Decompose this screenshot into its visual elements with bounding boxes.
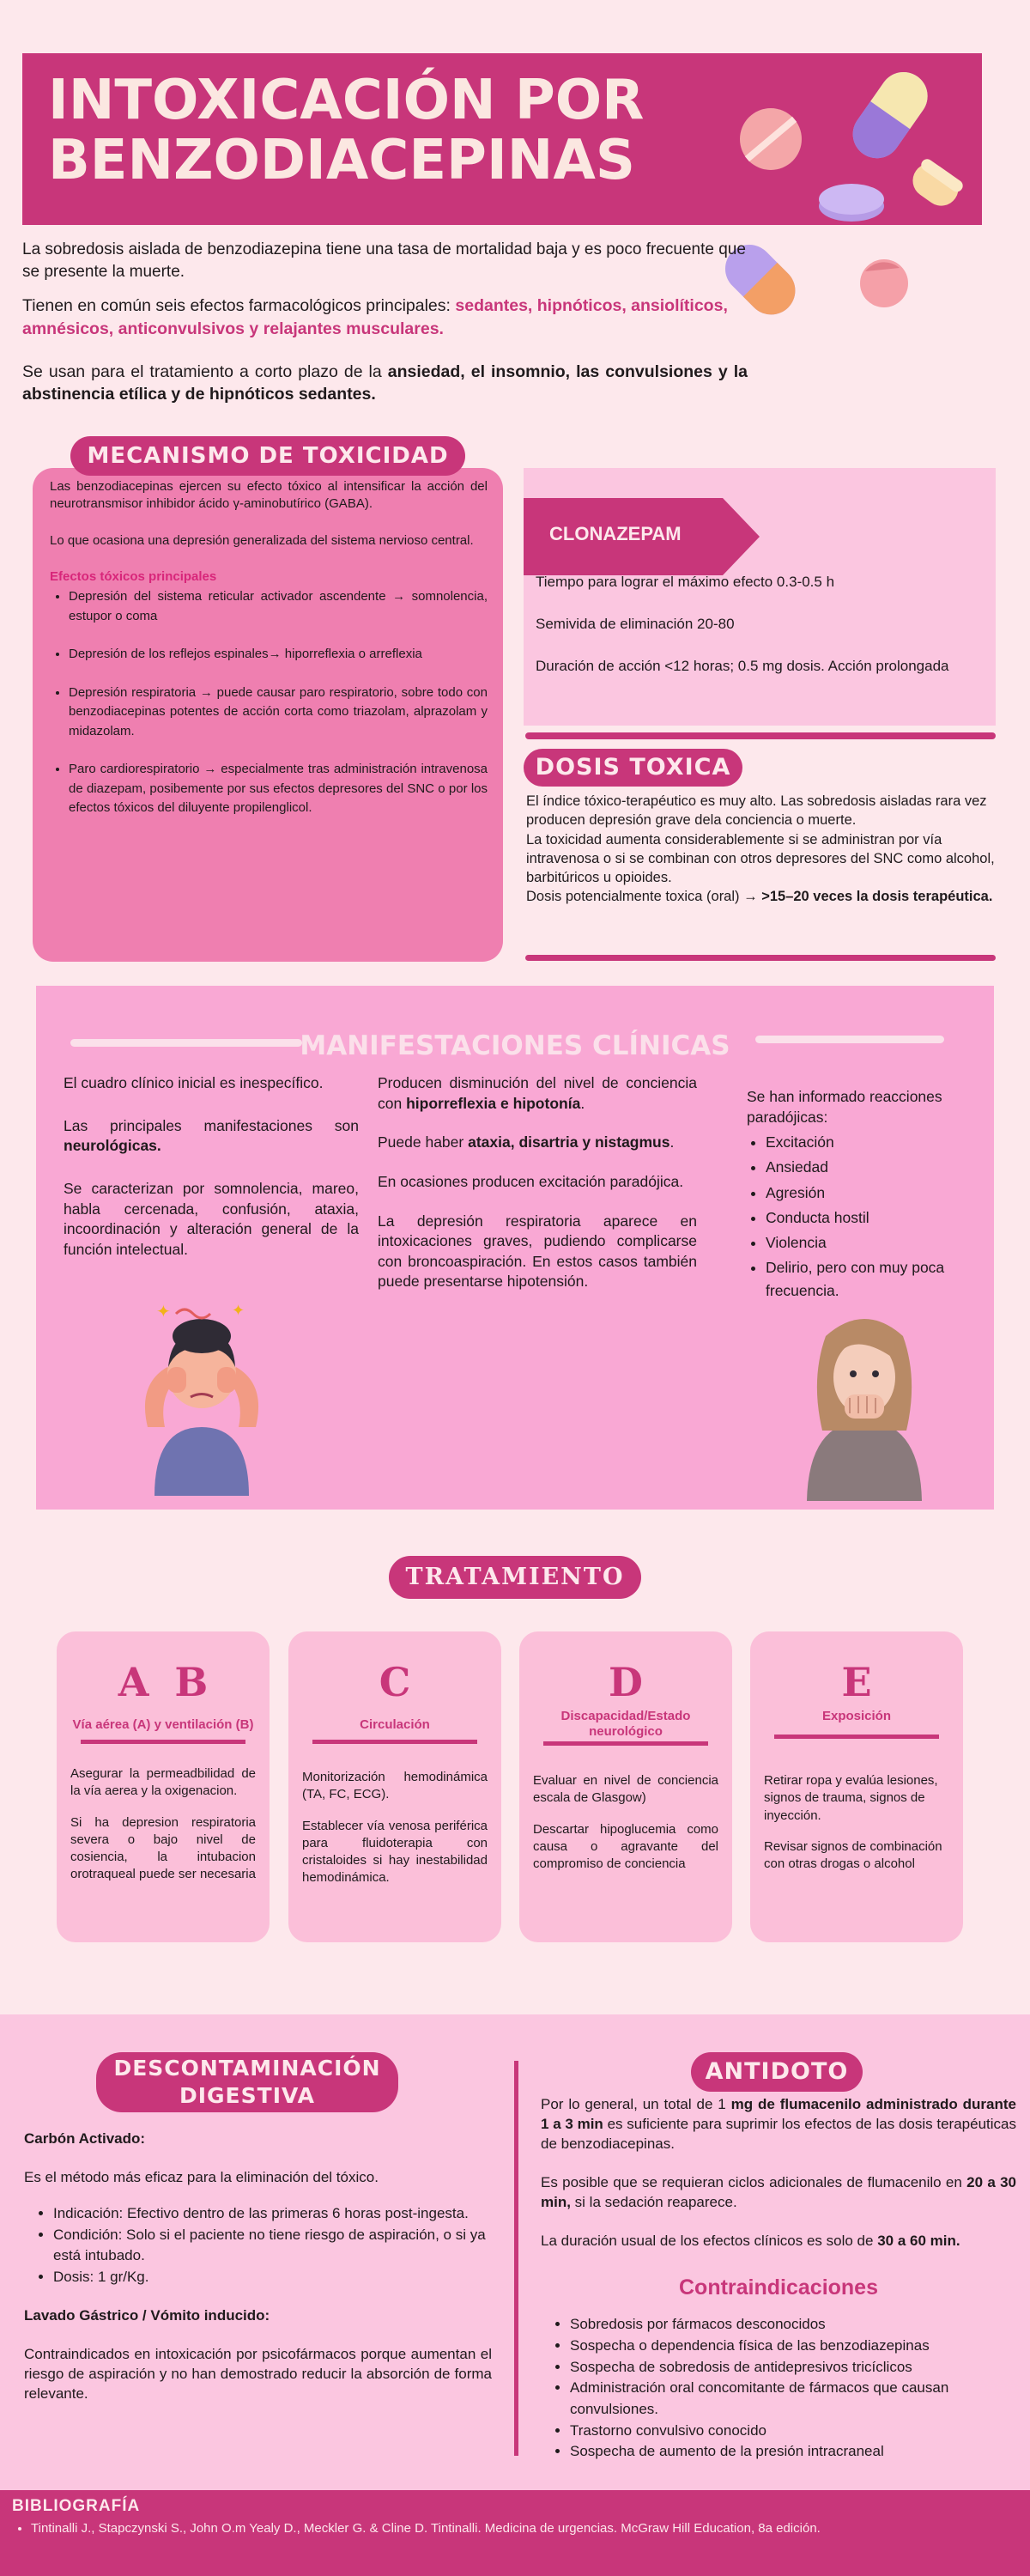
clonazepam-line: Duración de acción <12 horas; 0.5 mg dosis. Acción prolongada bbox=[536, 657, 949, 674]
card-subtitle: Vía aérea (A) y ventilación (B) bbox=[72, 1717, 254, 1732]
card-text: Revisar signos de combinación con otras drogas o alcohol bbox=[764, 1838, 942, 1871]
list-item: • Administración oral concomitante de fármacos que causan convulsiones. bbox=[570, 2378, 1016, 2420]
list-item: • Delirio, pero con muy poca frecuencia. bbox=[766, 1256, 972, 1303]
bibliografia-footer bbox=[0, 2490, 1030, 2576]
antidoto-title: ANTIDOTO bbox=[691, 2052, 863, 2092]
descontaminacion-text: Carbón Activado: Es el método más eficaz para la eliminación del tóxico. • Indicación: Efectivo dentro de las primeras 6 horas post-ingesta. • Condición: Solo si el paciente no tiene riesgo de aspiración, o si ya está intubado. • Dosis: 1 gr/Kg. Lavado Gástrico / Vómito inducido: Contraindicados en intoxicación por psicofármacos porque aumentan el riesgo de aspiración y no han demostrado reducir la absorción de forma relevante. bbox=[24, 2129, 492, 2404]
effects-title: Efectos tóxicos principales bbox=[50, 568, 217, 584]
card-text: Si ha depresion respiratoria severa o bajo nivel de cosiencia, la intubacion orotraqueal puede ser necesaria bbox=[70, 1814, 256, 1882]
list-item: • Conducta hostil bbox=[766, 1206, 972, 1230]
dosis-title: DOSIS TOXICA bbox=[524, 749, 742, 787]
round-pill-2-icon bbox=[860, 259, 908, 307]
subheading: Lavado Gástrico / Vómito inducido: bbox=[24, 2307, 270, 2324]
list-item: • Ansiedad bbox=[766, 1156, 972, 1179]
divider bbox=[81, 1740, 245, 1744]
list-item: • Dosis: 1 gr/Kg. bbox=[53, 2267, 492, 2288]
card-text: Asegurar la permeadbilidad de la vía aerea y la oxigenacion. bbox=[70, 1766, 256, 1799]
svg-text:✦: ✦ bbox=[232, 1302, 245, 1319]
descontaminacion-title: DESCONTAMINACIÓN DIGESTIVA bbox=[96, 2052, 398, 2112]
subheading: Carbón Activado: bbox=[24, 2130, 146, 2147]
clonazepam-panel bbox=[524, 468, 996, 726]
pills-illustration bbox=[721, 52, 1004, 326]
list-item: • Violencia bbox=[766, 1231, 972, 1255]
treatment-card-c bbox=[288, 1631, 501, 1942]
list-item: • Sospecha de sobredosis de antidepresivos tricíclicos bbox=[570, 2357, 1016, 2379]
intro-uses: Se usan para el tratamiento a corto plazo de la ansiedad, el insomnio, las convulsiones y la abstinencia etílica y de hipnóticos sedantes. bbox=[22, 361, 748, 404]
oval-pill-icon bbox=[906, 157, 966, 213]
antidoto-text: Por lo general, un total de 1 mg de flumacenilo administrado durante 1 a 3 min es suficiente para suprimir los efectos de las dosis terapéuticas de benzodiacepinas. Es posible que se requieran ciclos adicionales de flumacenilo en 20 a 30 min, si la sedación reaparece. La duración usual de los efectos clínicos es solo de 30 a 60 min. Contraindicaciones • Sobredosis por fármacos desconocidos • Sospecha o dependencia física de las benzodiazepinas • Sospecha de sobredosis de antidepresivos tricíclicos • Administración oral concomitante de fármacos que causan convulsiones. • Trastorno convulsivo conocido • Sospecha de aumento de la presión intracraneal bbox=[541, 2095, 1016, 2463]
carbon-list bbox=[24, 2203, 492, 2288]
list-item: • Depresión respiratoria → puede causar paro respiratorio, sobre todo con benzodiacepinas potentes de acción corta como triazolam, alprazolam y midazolam. bbox=[69, 683, 488, 742]
list-item: • Tintinalli J., Stapczynski S., John O.m Yealy D., Meckler G. & Cline D. Tintinalli. Medicina de urgencias. McGraw Hill Education, 8a edición. bbox=[31, 2521, 821, 2536]
manif-col-3: Se han informado reacciones paradójicas: • Excitación • Ansiedad • Agresión • Conducta hostil • Violencia • Delirio, pero con muy poca frecuencia. bbox=[747, 1087, 972, 1304]
mecanismo-text-2: Lo que ocasiona una depresión generalizada del sistema nervioso central. bbox=[50, 532, 474, 548]
card-text: Evaluar en nivel de conciencia escala de Glasgow) bbox=[533, 1773, 718, 1806]
card-letter: E bbox=[841, 1659, 872, 1705]
card-text: Establecer vía venosa periférica para fluidoterapia con cristaloides si hay inestabilidad hemodinámica. bbox=[302, 1818, 488, 1886]
card-subtitle: Circulación bbox=[360, 1717, 430, 1732]
dosis-text: El índice tóxico-terapéutico es muy alto. Las sobredosis aisladas rara vez producen depresión grave dela conciencia o muerte. La toxicidad aumenta considerablemente si se administran por vía intravenosa o si se combinan con otros depresores del SNC como alcohol, barbitúricos u opioides. Dosis potencialmente toxica (oral) → >15–20 veces la dosis terapéutica. bbox=[526, 793, 995, 905]
card-subtitle: Exposición bbox=[821, 1709, 892, 1723]
tratamiento-title: TRATAMIENTO bbox=[389, 1556, 641, 1599]
disc-pill-icon bbox=[819, 184, 884, 222]
page-title: INTOXICACIÓN POR BENZODIACEPINAS bbox=[48, 69, 645, 193]
effects-list bbox=[50, 587, 488, 818]
card-text: Monitorización hemodinámica (TA, FC, ECG). bbox=[302, 1770, 488, 1802]
treatment-card-ab bbox=[57, 1631, 270, 1942]
list-item: • Condición: Solo si el paciente no tiene riesgo de aspiración, o si ya está intubado. bbox=[53, 2225, 492, 2267]
card-subtitle: Discapacidad/Estado neurológico bbox=[560, 1709, 691, 1739]
list-item: • Trastorno convulsivo conocido bbox=[570, 2421, 1016, 2442]
bibliografia-list bbox=[12, 2521, 821, 2536]
list-item: • Paro cardiorespiratorio → especialmente tras administración intravenosa de diazepam, posibemente por sus efectos depresores del SNC o por los efectos tóxicos del diluyente propilenglicol. bbox=[69, 760, 488, 818]
list-item: • Sospecha o dependencia física de las benzodiazepinas bbox=[570, 2336, 1016, 2357]
card-text: Descartar hipoglucemia como causa o agravante del compromiso de conciencia bbox=[533, 1821, 718, 1871]
vertical-divider bbox=[514, 2061, 518, 2456]
treatment-card-d bbox=[519, 1631, 732, 1942]
contraindicaciones-title: Contraindicaciones bbox=[679, 2275, 878, 2300]
capsule-icon bbox=[844, 63, 937, 167]
list-item: • Indicación: Efectivo dentro de las primeras 6 horas post-ingesta. bbox=[53, 2203, 492, 2225]
intro bbox=[22, 239, 748, 406]
manif-col-1: El cuadro clínico inicial es inespecífico. Las principales manifestaciones son neurológicas. Se caracterizan por somnolencia, mareo, habla cercenada, confusión, ataxia, incoordinación y alteración general de la función intelectual. bbox=[64, 1074, 359, 1258]
list-item: • Sospecha de aumento de la presión intracraneal bbox=[570, 2441, 1016, 2463]
intro-text: La sobredosis aislada de benzodiazepina tiene una tasa de mortalidad baja y es poco frecuente que se presente la muerte. bbox=[22, 240, 746, 281]
list-item: • Depresión del sistema reticular activador ascendente → somnolencia, estupor o coma bbox=[69, 587, 488, 626]
dizzy-person-illustration bbox=[137, 1298, 266, 1496]
mecanismo-text: Las benzodiacepinas ejercen su efecto tóxico al intensificar la acción del neurotransmisor inhibidor ácido γ-aminobutírico (GABA). bbox=[50, 479, 488, 512]
treatment-card-e bbox=[750, 1631, 963, 1942]
card-text: Retirar ropa y evalúa lesiones, signos de trauma, signos de inyección. bbox=[764, 1773, 938, 1823]
divider bbox=[543, 1741, 708, 1746]
card-letter: D bbox=[609, 1659, 643, 1705]
divider bbox=[525, 732, 996, 739]
card-letter: A B bbox=[118, 1659, 209, 1705]
mecanismo-title: MECANISMO DE TOXICIDAD bbox=[70, 436, 465, 476]
mecanismo-panel bbox=[33, 468, 503, 962]
list-item: • Depresión de los reflejos espinales→ hiporreflexia o arreflexia bbox=[69, 645, 488, 665]
list-item: • Excitación bbox=[766, 1131, 972, 1154]
manifestaciones-title: MANIFESTACIONES CLÍNICAS bbox=[300, 1030, 730, 1061]
list-item: • Sobredosis por fármacos desconocidos bbox=[570, 2314, 1016, 2336]
round-pill-icon bbox=[740, 108, 802, 170]
svg-text:✦: ✦ bbox=[156, 1303, 171, 1321]
divider bbox=[312, 1740, 477, 1744]
clonazepam-label: CLONAZEPAM bbox=[549, 523, 682, 544]
divider bbox=[774, 1735, 939, 1739]
anxious-woman-illustration bbox=[800, 1310, 929, 1501]
intro-effects: Tienen en común seis efectos farmacológicos principales: sedantes, hipnóticos, ansiolíticos, amnésicos, anticonvulsivos y relajantes musculares. bbox=[22, 296, 728, 338]
divider bbox=[525, 955, 996, 961]
paradoxical-list bbox=[747, 1131, 972, 1303]
manif-col-2: Producen disminución del nivel de conciencia con hiporreflexia e hipotonía. Puede haber ataxia, disartria y nistagmus. En ocasiones producen excitación paradójica. La depresión respiratoria aparece en intoxicaciones graves, pudiendo complicarse con broncoaspiración. En estos casos también puede presentarse hipotensión. bbox=[378, 1074, 697, 1291]
clonazepam-line: Tiempo para lograr el máximo efecto 0.3-0.5 h bbox=[536, 574, 835, 590]
clonazepam-line: Semivida de eliminación 20-80 bbox=[536, 615, 735, 632]
manifestaciones-panel bbox=[36, 986, 994, 1510]
list-item: • Agresión bbox=[766, 1182, 972, 1205]
card-letter: C bbox=[379, 1659, 411, 1705]
bibliografia-title: BIBLIOGRAFÍA bbox=[12, 2497, 141, 2515]
contraindicaciones-list bbox=[541, 2314, 1016, 2462]
